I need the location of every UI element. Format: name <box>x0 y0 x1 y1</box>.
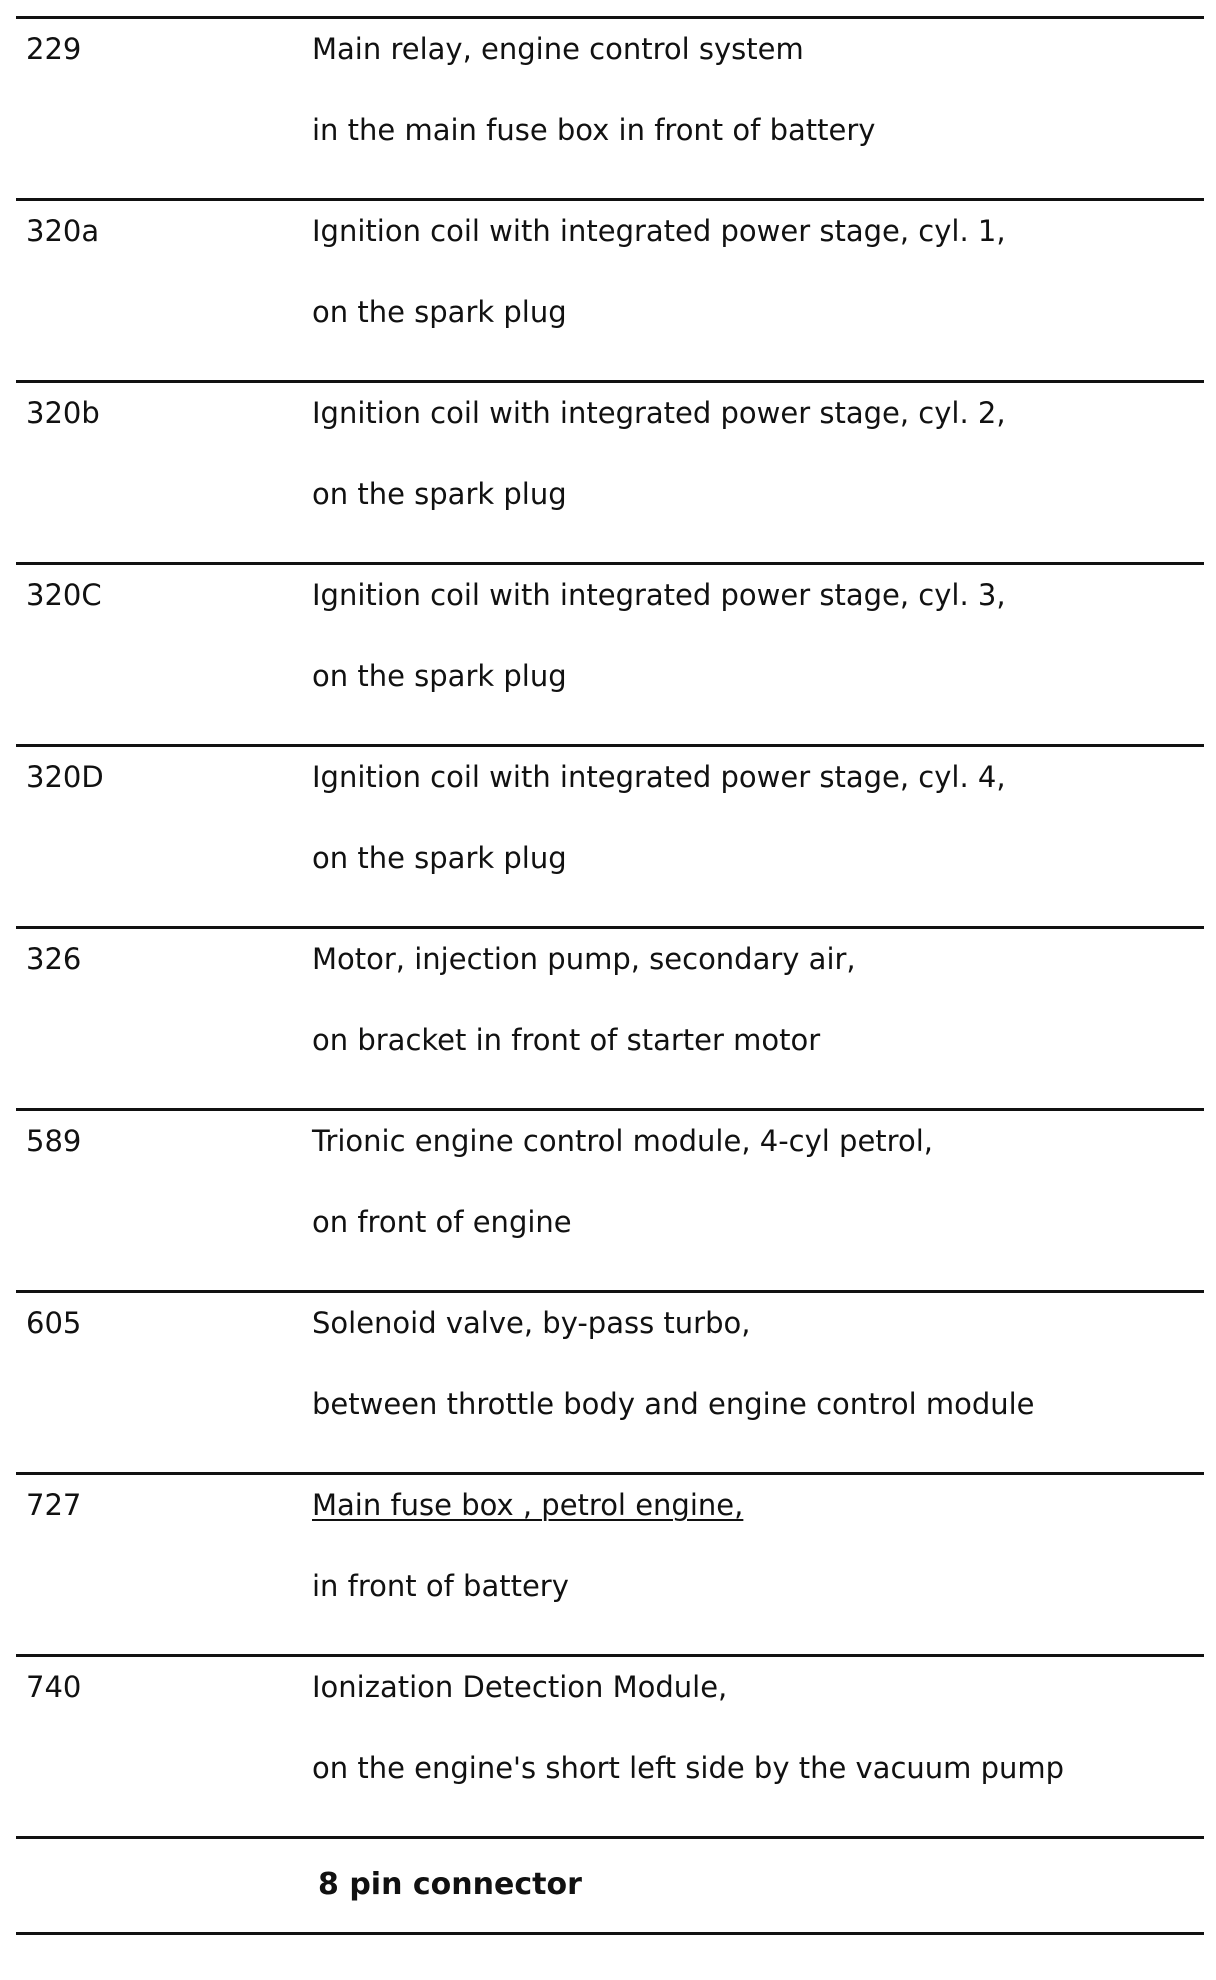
component-description <box>312 211 1194 332</box>
component-code: 320D <box>26 760 104 794</box>
component-name: Motor, injection pump, secondary air, <box>312 942 856 976</box>
component-location: on the spark plug <box>312 841 567 875</box>
component-code: 589 <box>26 1124 82 1158</box>
component-code: 605 <box>26 1306 82 1340</box>
table-row <box>16 747 1204 929</box>
component-description <box>312 575 1194 696</box>
component-description <box>312 1485 1194 1606</box>
component-location: in the main fuse box in front of battery <box>312 113 876 147</box>
component-name: Ionization Detection Module, <box>312 1670 728 1704</box>
component-name-link[interactable]: Main fuse box , petrol engine, <box>312 1488 744 1522</box>
component-description <box>312 1121 1194 1242</box>
component-description <box>312 29 1194 150</box>
component-name: Ignition coil with integrated power stage, cyl. 3, <box>312 578 1006 612</box>
component-name <box>312 1485 1194 1525</box>
table-row <box>16 1475 1204 1657</box>
component-location: on the spark plug <box>312 659 567 693</box>
component-location: on front of engine <box>312 1205 572 1239</box>
component-location: on the spark plug <box>312 295 567 329</box>
component-code: 229 <box>26 32 82 66</box>
component-description <box>312 393 1194 514</box>
component-code: 320b <box>26 396 100 430</box>
component-code: 320C <box>26 578 102 612</box>
component-location: in front of battery <box>312 1569 569 1603</box>
component-code: 326 <box>26 942 82 976</box>
component-code: 727 <box>26 1488 82 1522</box>
component-code: 740 <box>26 1670 82 1704</box>
table-footer-row <box>16 1839 1204 1935</box>
table-row <box>16 383 1204 565</box>
table-row <box>16 1293 1204 1475</box>
component-name: Main relay, engine control system <box>312 32 804 66</box>
component-name: Ignition coil with integrated power stage, cyl. 1, <box>312 214 1006 248</box>
component-table <box>16 16 1204 1935</box>
table-row <box>16 565 1204 747</box>
component-description <box>312 1667 1194 1788</box>
component-name: Solenoid valve, by-pass turbo, <box>312 1306 751 1340</box>
component-name: Trionic engine control module, 4-cyl petrol, <box>312 1124 933 1158</box>
component-name: Ignition coil with integrated power stage, cyl. 4, <box>312 760 1006 794</box>
table-row <box>16 201 1204 383</box>
table-row <box>16 1657 1204 1839</box>
connector-label: 8 pin connector <box>318 1867 582 1902</box>
component-location: on the spark plug <box>312 477 567 511</box>
table-row <box>16 929 1204 1111</box>
component-description <box>312 1303 1194 1424</box>
table-row <box>16 1111 1204 1293</box>
component-location: between throttle body and engine control module <box>312 1387 1035 1421</box>
component-location: on the engine's short left side by the vacuum pump <box>312 1751 1065 1785</box>
component-description <box>312 757 1194 878</box>
component-location: on bracket in front of starter motor <box>312 1023 821 1057</box>
component-description <box>312 939 1194 1060</box>
table-row <box>16 19 1204 201</box>
component-code: 320a <box>26 214 100 248</box>
component-name: Ignition coil with integrated power stage, cyl. 2, <box>312 396 1006 430</box>
